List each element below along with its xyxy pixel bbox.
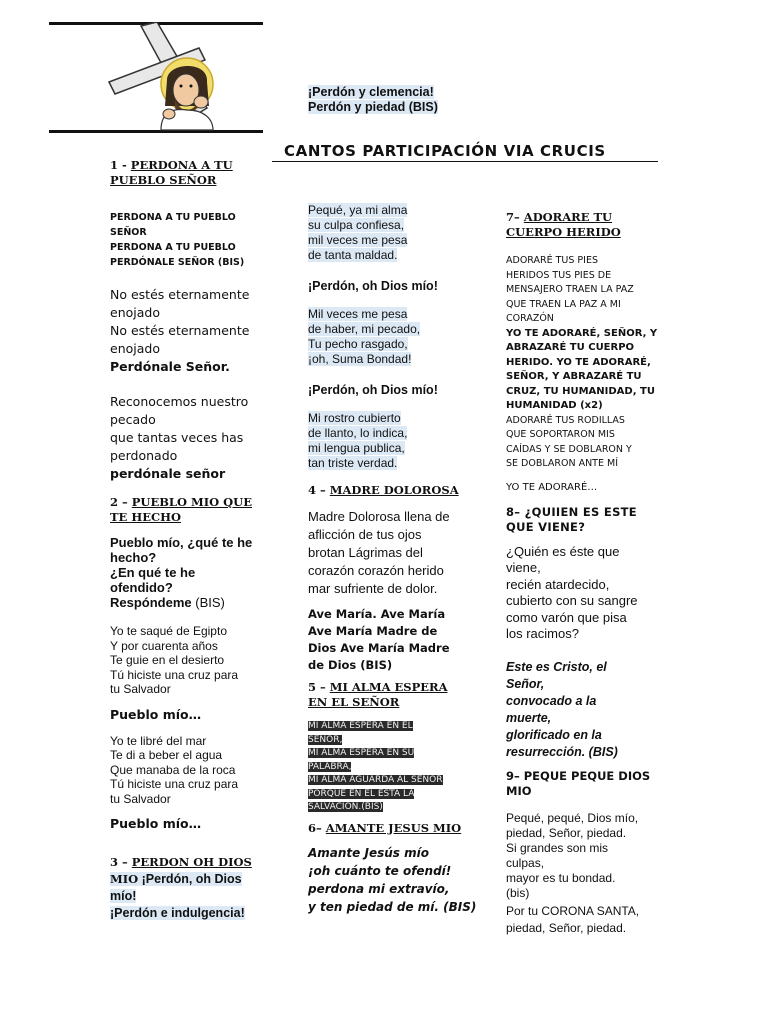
song-8-heading: 8– ¿QUIIEN ES ESTE QUE VIENE? bbox=[506, 504, 637, 534]
song-7-refrain-ref: YO TE ADORARÉ… bbox=[506, 481, 598, 493]
song-8-verse: ¿Quién es éste que viene, recién atardecido, cubierto con su sangre como varón que pisa los racimos? bbox=[506, 543, 638, 641]
page-title: CANTOS PARTICIPACIÓN VIA CRUCIS bbox=[284, 142, 606, 160]
song-3-verse-1: Pequé, ya mi alma su culpa confiesa, mil veces me pesa de tanta maldad. bbox=[308, 203, 408, 262]
jesus-cross-illustration bbox=[49, 22, 263, 134]
column-3 bbox=[506, 210, 666, 937]
column-2 bbox=[308, 203, 483, 916]
header-top-lines bbox=[308, 85, 438, 115]
song-2-heading: 2 – PUEBLO MIO QUE TE HECHO bbox=[110, 495, 252, 524]
song-8-chorus: Este es Cristo, el Señor, convocado a la muerte, glorificado en la resurrección. (BIS) bbox=[506, 659, 618, 759]
song-3-refrain: ¡Perdón, oh Dios mío! bbox=[308, 383, 438, 397]
song-6-heading: 6– AMANTE JESUS MIO bbox=[308, 820, 462, 835]
song-7-verse-2: ADORARÉ TUS RODILLAS QUE SOPORTARON MIS CAÍDAS Y SE DOBLARON Y SE DOBLARON ANTE MÍ bbox=[506, 414, 632, 469]
title-rule bbox=[272, 161, 658, 162]
song-2-verse-2: Yo te libré del mar Te di a beber el agua Que manaba de la roca Tú hiciste una cruz para tu Salvador bbox=[110, 733, 239, 806]
song-6-lyrics: Amante Jesús mío ¡oh cuánto te ofendí! perdona mi extravío, y ten piedad de mí. (BIS) bbox=[308, 845, 477, 914]
song-1-heading: 1 - PERDONA A TU PUEBLO SEÑOR bbox=[110, 158, 233, 187]
song-1-verse-2: Reconocemos nuestro pecado que tantas veces has perdonado perdónale señor bbox=[110, 394, 249, 481]
song-2-refrain-ref: Pueblo mío… bbox=[110, 706, 202, 722]
song-9-heading: 9– PEQUE PEQUE DIOS MIO bbox=[506, 768, 651, 798]
song-7-verse-1: ADORARÉ TUS PIES HERIDOS TUS PIES DE MENSAJERO TRAEN LA PAZ QUE TRAEN LA PAZ A MI CORAZÓN bbox=[506, 255, 634, 324]
song-3-verse-3: Mi rostro cubierto de llanto, lo indica, mi lengua publica, tan triste verdad. bbox=[308, 411, 408, 470]
header-line: Perdón y piedad (BIS) bbox=[308, 100, 438, 114]
song-1-chorus: PERDONA A TU PUEBLO SEÑOR PERDONA A TU PUEBLO PERDÓNALE SEÑOR (BIS) bbox=[110, 212, 245, 268]
song-3-heading: 3 – PERDON OH DIOS MIO ¡Perdón, oh Dios mío! ¡Perdón e indulgencia! bbox=[110, 855, 252, 920]
song-5-heading: 5 – MI ALMA ESPERA EN EL SEÑOR bbox=[308, 680, 448, 709]
song-2-verse-1: Yo te saqué de Egipto Y por cuarenta años Te guie en el desierto Tú hiciste una cruz para tu Salvador bbox=[110, 624, 239, 696]
song-1-verse-1: No estés eternamente enojado No estés eternamente enojado Perdónale Señor. bbox=[110, 287, 250, 374]
song-4-heading: 4 – MADRE DOLOROSA bbox=[308, 483, 459, 497]
song-4-verse: Madre Dolorosa llena de aflicción de tus ojos brotan Lágrimas del corazón corazón herido mar sufriente de dolor. bbox=[308, 509, 450, 596]
song-3-refrain: ¡Perdón, oh Dios mío! bbox=[308, 279, 438, 293]
song-7-chorus: YO TE ADORARÉ, SEÑOR, Y ABRAZARÉ TU CUERPO HERIDO. YO TE ADORARÉ, SEÑOR, Y ABRAZARÉ TU CRUZ, TU HUMANIDAD, TU HUMANIDAD (x2) bbox=[506, 327, 658, 411]
song-5-lyrics: MI ALMA ESPERA EN EL SEÑOR, MI ALMA ESPERA EN SU PALABRA, MI ALMA AGUARDA AL SEÑOR PORQUE EN EL ESTA LA SALVACIÓN.(BIS) bbox=[308, 721, 443, 812]
header-image bbox=[49, 22, 263, 134]
song-9-verse: Pequé, pequé, Dios mío, piedad, Señor, piedad. Si grandes son mis culpas, mayor es tu bondad. (bis) bbox=[506, 810, 639, 900]
song-4-chorus: Ave María. Ave María Ave María Madre de Dios Ave María Madre de Dios (BIS) bbox=[308, 607, 450, 672]
header-line: ¡Perdón y clemencia! bbox=[308, 85, 434, 99]
song-9-verse-2: Por tu CORONA SANTA, piedad, Señor, piedad. bbox=[506, 903, 640, 935]
song-2-refrain-ref: Pueblo mío… bbox=[110, 816, 202, 831]
song-3-verse-2: Mil veces me pesa de haber, mi pecado, Tu pecho rasgado, ¡oh, Suma Bondad! bbox=[308, 307, 421, 366]
column-1 bbox=[110, 158, 275, 921]
song-7-heading: 7– ADORARE TU CUERPO HERIDO bbox=[506, 210, 621, 239]
song-2-refrain: Pueblo mío, ¿qué te he hecho? ¿En qué te he ofendido? Respóndeme (BIS) bbox=[110, 535, 253, 610]
